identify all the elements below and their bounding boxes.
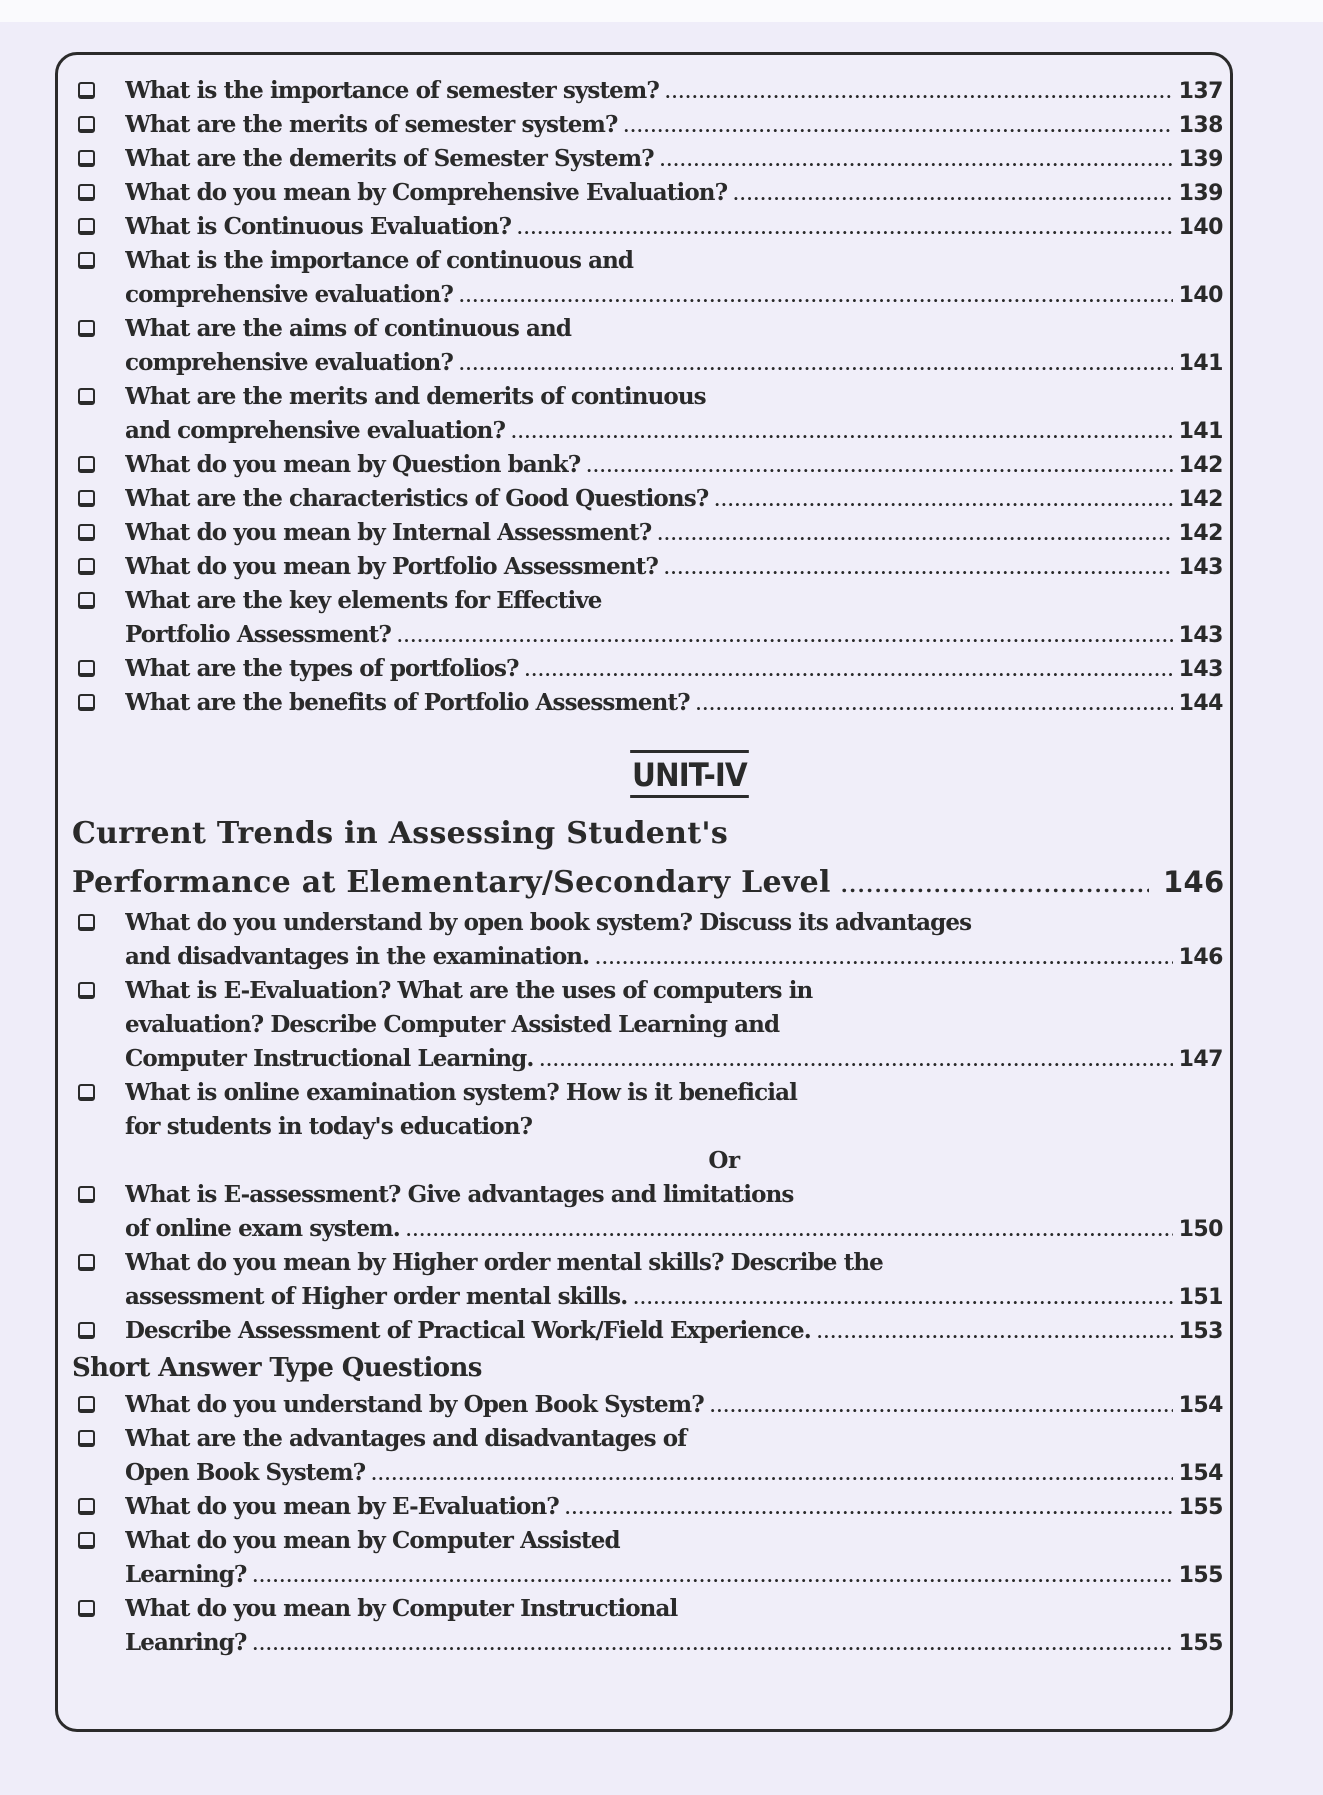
toc-entry-line: [125, 482, 1223, 516]
checkbox-icon: [78, 982, 95, 999]
toc-entry-line: [125, 1008, 1223, 1042]
unit-title-text-1: Current Trends in Assessing Student's: [72, 816, 729, 851]
page-number: 146: [1178, 945, 1223, 970]
toc-entry-lines: [125, 974, 1223, 1076]
toc-entry-line: [125, 516, 1223, 550]
toc-entry[interactable]: [75, 1388, 1223, 1422]
toc-entry[interactable]: [75, 1592, 1223, 1660]
toc-entry-line: [125, 584, 1223, 618]
page-number: 155: [1178, 1631, 1223, 1656]
leader-dots: [517, 212, 1173, 244]
toc-entry[interactable]: [75, 1178, 1223, 1246]
toc-entry-lines: [125, 108, 1223, 142]
checkbox-icon: [78, 524, 95, 541]
toc-entry-title: of online exam system.: [125, 1215, 400, 1242]
leader-dots: [525, 654, 1173, 686]
toc-entry-lines: [125, 482, 1223, 516]
toc-section-unit-iii-long: [75, 74, 1223, 720]
checkbox-icon: [78, 592, 95, 609]
unit-label: UNIT-IV: [630, 750, 748, 798]
toc-entry-title: Leanring?: [125, 1629, 247, 1656]
page-number: 143: [1178, 657, 1223, 682]
toc-entry[interactable]: [75, 482, 1223, 516]
or-separator: Or: [708, 1147, 740, 1174]
toc-entry-title: Computer Instructional Learning.: [125, 1045, 534, 1072]
page-number: 154: [1178, 1393, 1223, 1418]
toc-entry[interactable]: [75, 142, 1223, 176]
toc-content: [72, 74, 1225, 1660]
page-number: 140: [1178, 215, 1223, 240]
toc-entry-title: What are the merits of semester system?: [125, 111, 618, 138]
toc-entry[interactable]: [75, 108, 1223, 142]
toc-entry[interactable]: [75, 906, 1223, 974]
toc-entry-title: What is Continuous Evaluation?: [125, 213, 512, 240]
toc-entry[interactable]: [75, 1314, 1223, 1348]
leader-dots: [714, 484, 1173, 516]
toc-entry-lines: [125, 1592, 1223, 1660]
page-top-edge: [0, 0, 1323, 22]
toc-entry-lines: [125, 686, 1223, 720]
toc-entry-line: [125, 1246, 1223, 1280]
toc-entry-line: [125, 652, 1223, 686]
toc-entry-lines: [125, 1422, 1223, 1490]
toc-entry-title: What do you mean by Internal Assessment?: [125, 519, 652, 546]
page-number: 142: [1178, 521, 1223, 546]
leader-dots: [660, 144, 1173, 176]
toc-entry-line: [125, 1592, 1223, 1626]
toc-entry-line: [125, 278, 1223, 312]
checkbox-icon: [78, 1498, 95, 1515]
leader-dots: [511, 416, 1173, 448]
toc-entry[interactable]: [75, 550, 1223, 584]
toc-entry-title: What is the importance of semester system?: [125, 77, 659, 104]
toc-entry-lines: [125, 516, 1223, 550]
toc-entry[interactable]: [75, 312, 1223, 380]
leader-dots: [539, 1044, 1173, 1076]
checkbox-icon: [78, 116, 95, 133]
checkbox-icon: [78, 1186, 95, 1203]
page-number: 147: [1178, 1047, 1223, 1072]
toc-entry[interactable]: [75, 1524, 1223, 1592]
toc-entry-title: What are the demerits of Semester System?: [125, 145, 654, 172]
unit-label-block: [75, 738, 1223, 810]
toc-entry-title: What are the merits and demerits of continuous: [125, 383, 706, 410]
toc-entry-line: [125, 346, 1223, 380]
toc-entry-title: What do you mean by Higher order mental skills? Describe the: [125, 1249, 883, 1276]
toc-entry-line: [125, 686, 1223, 720]
short-answer-heading: Short Answer Type Questions: [72, 1353, 482, 1383]
toc-entry-title: What do you mean by Computer Instructional: [125, 1595, 678, 1622]
page-number: 150: [1178, 1217, 1223, 1242]
toc-entry-line: [125, 1388, 1223, 1422]
toc-entry-lines: [125, 176, 1223, 210]
toc-entry[interactable]: [75, 584, 1223, 652]
leader-dots: [406, 1214, 1173, 1246]
toc-entry-title: What do you mean by Portfolio Assessment?: [125, 553, 658, 580]
toc-entry-lines: [125, 906, 1223, 974]
leader-dots: [565, 1492, 1173, 1524]
toc-entry-line: [125, 1314, 1223, 1348]
toc-entry-title: comprehensive evaluation?: [125, 281, 453, 308]
page-number: 142: [1178, 487, 1223, 512]
checkbox-icon: [78, 490, 95, 507]
toc-entry-line: [125, 74, 1223, 108]
page-number: 142: [1178, 453, 1223, 478]
toc-entry-line: [125, 142, 1223, 176]
checkbox-icon: [78, 694, 95, 711]
leader-dots: [841, 861, 1149, 909]
checkbox-icon: [78, 252, 95, 269]
toc-entry-title: What are the aims of continuous and: [125, 315, 572, 342]
toc-entry-line: [125, 550, 1223, 584]
page-number: 155: [1178, 1495, 1223, 1520]
checkbox-icon: [78, 82, 95, 99]
toc-entry-title: Learning?: [125, 1561, 247, 1588]
toc-entry-title: evaluation? Describe Computer Assisted Learning and: [125, 1011, 780, 1038]
toc-entry-title: What are the types of portfolios?: [125, 655, 519, 682]
checkbox-icon: [78, 150, 95, 167]
toc-entry[interactable]: [75, 176, 1223, 210]
toc-entry-title: What is E-assessment? Give advantages and limitations: [125, 1181, 794, 1208]
toc-entry-lines: [125, 1490, 1223, 1524]
toc-entry-title: and comprehensive evaluation?: [125, 417, 506, 444]
toc-section-short-answer: [75, 1388, 1223, 1660]
leader-dots: [657, 518, 1173, 550]
leader-dots: [595, 942, 1173, 974]
toc-entry-line: [125, 1422, 1223, 1456]
toc-entry-title: What do you understand by Open Book System?: [125, 1391, 704, 1418]
toc-entry[interactable]: [75, 974, 1223, 1076]
leader-dots: [665, 76, 1173, 108]
toc-entry-line: [125, 1456, 1223, 1490]
toc-entry-title: What do you mean by Computer Assisted: [125, 1527, 620, 1554]
toc-entry[interactable]: [75, 380, 1223, 448]
toc-entry-line: [125, 244, 1223, 278]
toc-entry-line: [125, 1042, 1223, 1076]
toc-entry-title: What do you mean by Question bank?: [125, 451, 581, 478]
toc-entry-line: [125, 1076, 1223, 1110]
toc-entry-title: assessment of Higher order mental skills.: [125, 1283, 628, 1310]
toc-section-unit-iv-long: [75, 906, 1223, 1144]
toc-entry-line: [125, 1280, 1223, 1314]
toc-entry-lines: [125, 1178, 1223, 1246]
toc-entry-line: [125, 312, 1223, 346]
toc-entry-title: and disadvantages in the examination.: [125, 943, 590, 970]
toc-entry-lines: [125, 142, 1223, 176]
toc-entry-lines: [125, 312, 1223, 380]
checkbox-icon: [78, 456, 95, 473]
leader-dots: [586, 450, 1173, 482]
toc-entry[interactable]: [75, 74, 1223, 108]
toc-entry[interactable]: [75, 1076, 1223, 1144]
page-number: 155: [1178, 1563, 1223, 1588]
checkbox-icon: [78, 320, 95, 337]
toc-entry-title: What is the importance of continuous and: [125, 247, 634, 274]
toc-entry-line: [125, 1212, 1223, 1246]
toc-entry-line: [125, 940, 1223, 974]
unit-title-line-1[interactable]: [72, 810, 1223, 858]
checkbox-icon: [78, 1532, 95, 1549]
toc-entry-lines: [125, 210, 1223, 244]
page-number: 141: [1178, 351, 1223, 376]
toc-entry[interactable]: [75, 210, 1223, 244]
toc-entry-lines: [125, 1388, 1223, 1422]
toc-entry-lines: [125, 244, 1223, 312]
checkbox-icon: [78, 914, 95, 931]
checkbox-icon: [78, 388, 95, 405]
checkbox-icon: [78, 1322, 95, 1339]
toc-entry-line: [125, 108, 1223, 142]
toc-entry-line: [125, 1490, 1223, 1524]
leader-dots: [459, 280, 1173, 312]
leader-dots: [371, 1458, 1173, 1490]
toc-entry-line: [125, 906, 1223, 940]
page-number: 151: [1178, 1285, 1223, 1310]
checkbox-icon: [78, 218, 95, 235]
page-number: 139: [1178, 147, 1223, 172]
toc-entry-line: [125, 1178, 1223, 1212]
leader-dots: [664, 552, 1173, 584]
leader-dots: [817, 1316, 1173, 1348]
toc-entry-title: Open Book System?: [125, 1459, 366, 1486]
leader-dots: [252, 1628, 1173, 1660]
toc-entry-lines: [125, 550, 1223, 584]
toc-entry-lines: [125, 380, 1223, 448]
toc-entry-title: comprehensive evaluation?: [125, 349, 453, 376]
toc-entry[interactable]: [75, 1422, 1223, 1490]
unit-title-text-2: Performance at Elementary/Secondary Level: [72, 865, 831, 900]
leader-dots: [252, 1560, 1173, 1592]
leader-dots: [710, 1390, 1173, 1422]
toc-entry-title: What do you understand by open book system? Discuss its advantages: [125, 909, 972, 936]
toc-entry-line: [125, 1524, 1223, 1558]
toc-entry-lines: [125, 74, 1223, 108]
toc-entry-line: [125, 618, 1223, 652]
leader-dots: [733, 178, 1173, 210]
toc-entry-lines: [125, 584, 1223, 652]
checkbox-icon: [78, 1084, 95, 1101]
page-number: 144: [1178, 691, 1223, 716]
checkbox-icon: [78, 1396, 95, 1413]
toc-entry[interactable]: [75, 448, 1223, 482]
toc-entry-title: What is E-Evaluation? What are the uses of computers in: [125, 977, 813, 1004]
toc-entry[interactable]: [75, 244, 1223, 312]
page-number: 143: [1178, 555, 1223, 580]
toc-entry-title: What are the characteristics of Good Questions?: [125, 485, 709, 512]
page-number: 141: [1178, 419, 1223, 444]
toc-entry-line: [125, 414, 1223, 448]
toc-section-unit-iv-long-cont: [75, 1178, 1223, 1348]
page-number: 154: [1178, 1461, 1223, 1486]
toc-entry-title: What do you mean by E-Evaluation?: [125, 1493, 559, 1520]
toc-entry-line: [125, 176, 1223, 210]
toc-entry-title: What are the key elements for Effective: [125, 587, 602, 614]
leader-dots: [633, 1282, 1173, 1314]
toc-entry-line: [125, 1626, 1223, 1660]
toc-entry-line: [125, 210, 1223, 244]
leader-dots: [696, 688, 1173, 720]
toc-entry[interactable]: [75, 1490, 1223, 1524]
checkbox-icon: [78, 1600, 95, 1617]
page-number: 138: [1178, 113, 1223, 138]
toc-entry-lines: [125, 1076, 1223, 1144]
page-number: 153: [1178, 1319, 1223, 1344]
leader-dots: [397, 620, 1173, 652]
toc-entry-lines: [125, 1524, 1223, 1592]
toc-entry[interactable]: [75, 686, 1223, 720]
toc-entry-title: What are the benefits of Portfolio Assessment?: [125, 689, 690, 716]
toc-entry-line: [125, 1558, 1223, 1592]
toc-entry-title: for students in today's education?: [125, 1113, 533, 1140]
checkbox-icon: [78, 1430, 95, 1447]
toc-entry[interactable]: [75, 652, 1223, 686]
toc-entry[interactable]: [75, 1246, 1223, 1314]
toc-entry-lines: [125, 1246, 1223, 1314]
checkbox-icon: [78, 558, 95, 575]
toc-entry-lines: [125, 1314, 1223, 1348]
toc-entry[interactable]: [75, 516, 1223, 550]
checkbox-icon: [78, 184, 95, 201]
toc-entry-line: [125, 380, 1223, 414]
page-number: 140: [1178, 283, 1223, 308]
page-number: 137: [1178, 79, 1223, 104]
page-number: 143: [1178, 623, 1223, 648]
toc-entry-lines: [125, 448, 1223, 482]
toc-entry-title: What do you mean by Comprehensive Evaluation?: [125, 179, 728, 206]
toc-entry-line: [125, 448, 1223, 482]
checkbox-icon: [78, 660, 95, 677]
page-number: 139: [1178, 181, 1223, 206]
toc-entry-lines: [125, 652, 1223, 686]
leader-dots: [624, 110, 1174, 142]
toc-entry-title: What is online examination system? How is it beneficial: [125, 1079, 797, 1106]
toc-entry-title: Describe Assessment of Practical Work/Field Experience.: [125, 1317, 811, 1344]
leader-dots: [459, 348, 1173, 380]
checkbox-icon: [78, 1254, 95, 1271]
unit-page-number: 146: [1163, 865, 1225, 899]
toc-entry-line: [125, 1110, 1223, 1144]
toc-entry-title: What are the advantages and disadvantages of: [125, 1425, 687, 1452]
toc-entry-title: Portfolio Assessment?: [125, 621, 391, 648]
unit-title-line-2[interactable]: [72, 858, 1223, 906]
toc-entry-line: [125, 974, 1223, 1008]
